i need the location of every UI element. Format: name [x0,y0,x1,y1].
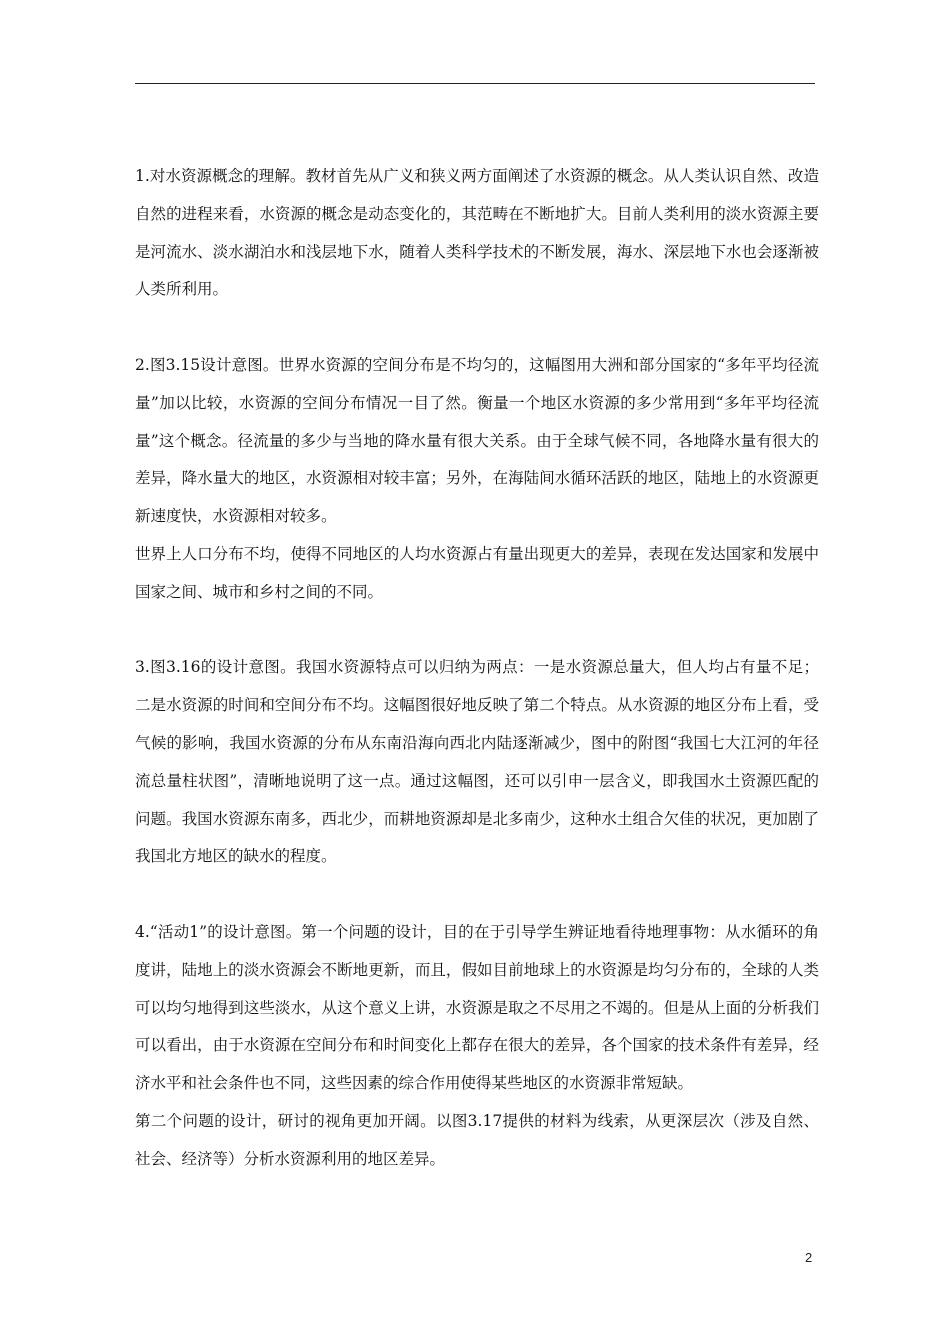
paragraph-spacer [135,612,819,650]
paragraph-water-resource-concept: 1.对水资源概念的理解。教材首先从广义和狭义两方面阐述了水资源的概念。从人类认识自然、改造自然的进程来看，水资源的概念是动态变化的，其范畴在不断地扩大。目前人类利用的淡水资源主要是河流水、淡水湖泊水和浅层地下水，随着人类科学技术的不断发展，海水、深层地下水也会逐渐被人类所利用。 [135,167,819,299]
page-number: 2 [805,1250,813,1265]
header-rule [135,83,815,84]
paragraph-population-distribution: 世界上人口分布不均，使得不同地区的人均水资源占有量出现更大的差异，表现在发达国家和发展中国家之间、城市和乡村之间的不同。 [135,544,819,601]
paragraph-activity-1: 4.“活动1”的设计意图。第一个问题的设计，目的在于引导学生辨证地看待地理事物：从水循环的角度讲，陆地上的淡水资源会不断地更新，而且，假如目前地球上的水资源是均匀分布的，全球的人类可以均匀地得到这些淡水，从这个意义上讲，水资源是取之不尽用之不竭的。但是从上面的分析我们可以看出，由于水资源在空间分布和时间变化上都存在很大的差异，各个国家的技术条件有差异，经济水平和社会条件也不同，这些因素的综合作用使得某些地区的水资源非常短缺。 [135,922,819,1093]
paragraph-figure-3-16: 3.图3.16的设计意图。我国水资源特点可以归纳为两点：一是水资源总量大，但人均占有量不足；二是水资源的时间和空间分布不均。这幅图很好地反映了第二个特点。从水资源的地区分布上看，受气候的影响，我国水资源的分布从东南沿海向西北内陆逐渐减少，图中的附图“我国七大江河的年径流总量柱状图”，清晰地说明了这一点。通过这幅图，还可以引申一层含义，即我国水土资源匹配的问题。我国水资源东南多，西北少，而耕地资源却是北多南少，这种水土组合欠佳的状况，更加剧了我国北方地区的缺水的程度。 [135,658,819,866]
paragraph-figure-3-15: 2.图3.15设计意图。世界水资源的空间分布是不均匀的，这幅图用大洲和部分国家的“多年平均径流量”加以比较，水资源的空间分布情况一目了然。衡量一个地区水资源的多少常用到“多年平均径流量”这个概念。径流量的多少与当地的降水量有很大关系。由于全球气候不同，各地降水量有很大的差异，降水量大的地区，水资源相对较丰富；另外，在海陆间水循环活跃的地区，陆地上的水资源更新速度快，水资源相对较多。 [135,355,819,526]
paragraph-spacer [135,876,819,914]
document-body [135,158,819,1179]
paragraph-spacer [135,309,819,347]
paragraph-second-question: 第二个问题的设计，研讨的视角更加开阔。以图3.17提供的材料为线索，从更深层次（涉及自然、社会、经济等）分析水资源利用的地区差异。 [135,1111,819,1168]
